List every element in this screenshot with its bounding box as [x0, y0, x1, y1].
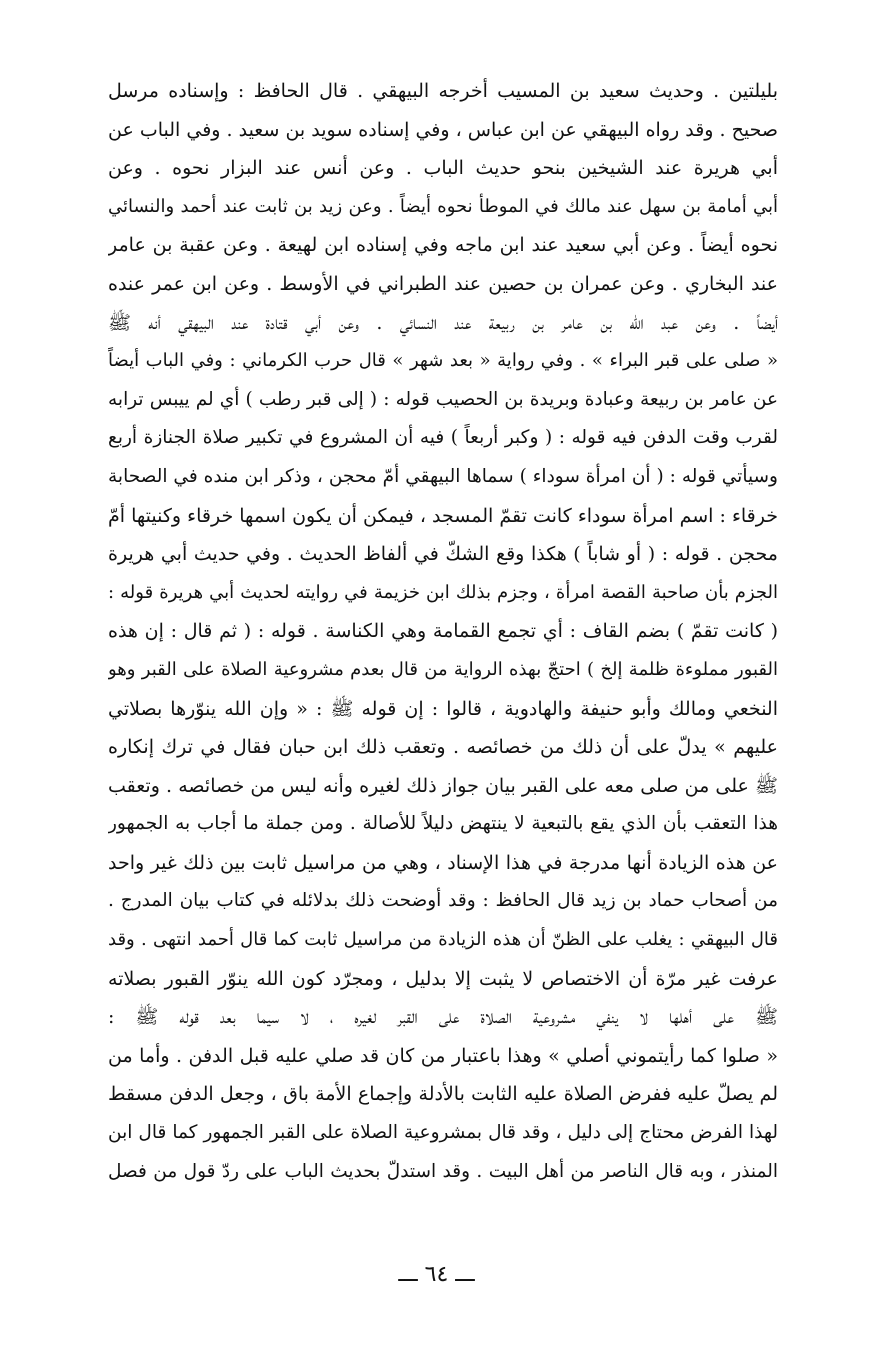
- text-line: النخعي ومالك وأبو حنيفة والهادوية ، قالوا : إن قوله ﷺ : « وإن الله ينوّرها بصلاتي: [108, 697, 778, 720]
- text-line: خرقاء : اسم امرأة سوداء كانت تقمّ المسجد ، فيمكن أن يكون اسمها خرقاء وكنيتها أمّ: [108, 504, 778, 527]
- text-line: الجزم بأن صاحبة القصة امرأة ، وجزم بذلك ابن خزيمة في روايته لحديث أبي هريرة قوله :: [108, 581, 778, 603]
- text-line: نحوه أيضاً . وعن أبي سعيد عند ابن ماجه وفي إسناده ابن لهيعة . وعن عقبة بن عامر: [108, 234, 778, 257]
- text-line: قال البيهقي : يغلب على الظنّ أن هذه الزيادة من مراسيل ثابت كما قال أحمد انتهى . وقد: [108, 929, 778, 951]
- text-line: أبي أمامة بن سهل عند مالك في الموطأ نحوه أيضاً . وعن زيد بن ثابت عند أحمد والنسائي: [108, 195, 778, 217]
- page-number: ـــ ٦٤ ـــ: [398, 1262, 475, 1287]
- text-line: القبور مملوءة ظلمة إلخ ) احتجّ بهذه الرواية من قال بعدم مشروعية الصلاة على القبر وهو: [108, 658, 778, 680]
- text-line: عن هذه الزيادة أنها مدرجة في هذا الإسناد ، وهي من مراسيل ثابت بين ذلك غير واحد: [108, 851, 778, 874]
- text-line: عرفت غير مرّة أن الاختصاص لا يثبت إلا بدليل ، ومجرّد كون الله ينوّر القبور بصلاته: [108, 967, 778, 990]
- text-line: عند البخاري . وعن عمران بن حصين عند الطبراني في الأوسط . وعن ابن عمر عنده: [108, 272, 778, 295]
- text-line: لقرب وقت الدفن فيه قوله : ( وكبر أربعاً ) فيه أن المشروع في تكبير صلاة الجنازة أربع: [108, 427, 778, 449]
- text-line: عن عامر بن ربيعة وعبادة وبريدة بن الحصيب قوله : ( إلى قبر رطب ) أي لم ييبس ترابه: [108, 388, 778, 410]
- text-line: ( كانت تقمّ ) بضم القاف : أي تجمع القمامة وهي الكناسة . قوله : ( ثم قال : إن هذه: [108, 620, 778, 643]
- text-line: « صلوا كما رأيتموني أصلي » وهذا باعتبار من كان قد صلي عليه قبل الدفن . وأما من: [108, 1044, 778, 1067]
- text-line: لهذا الفرض محتاج إلى دليل ، وقد قال بمشروعية الصلاة على القبر الجمهور كما قال ابن: [108, 1122, 778, 1144]
- text-line: هذا التعقب بأن الذي يقع بالتبعية لا ينتهض دليلاً للأصالة . ومن جملة ما أجاب به الجمهور: [108, 813, 778, 835]
- text-line: بليلتين . وحديث سعيد بن المسيب أخرجه البيهقي . قال الحافظ : وإسناده مرسل: [108, 80, 778, 102]
- text-line: من أصحاب حماد بن زيد قال الحافظ : وقد أوضحت ذلك بدلائله في كتاب بيان المدرج .: [108, 890, 778, 912]
- text-line: صحيح . وقد رواه البيهقي عن ابن عباس ، وفي إسناده سويد بن سعيد . وفي الباب عن: [108, 118, 778, 141]
- text-line: ﷺ على أهلها لا ينفي مشروعية الصلاة على القبر لغيره ، لا سيما بعد قوله ﷺ :: [108, 1006, 778, 1029]
- text-line: لم يصلّ عليه ففرض الصلاة عليه الثابت بالأدلة وإجماع الأمة باق ، وجعل الدفن مسقط: [108, 1083, 778, 1106]
- text-line: محجن . قوله : ( أو شاباً ) هكذا وقع الشكّ في ألفاظ الحديث . وفي حديث أبي هريرة: [108, 543, 778, 566]
- text-line: « صلى على قبر البراء » . وفي رواية « بعد شهر » قال حرب الكرماني : وفي الباب أيضاً: [108, 350, 778, 372]
- text-line: أيضاً . وعن عبد الله بن عامر بن ربيعة عند النسائي . وعن أبي قتادة عند البيهقي أنه ﷺ: [108, 311, 778, 334]
- body-text: [108, 72, 778, 1191]
- text-line: عليهم » يدلّ على أن ذلك من خصائصه . وتعقب ذلك ابن حبان فقال في ترك إنكاره: [108, 736, 778, 759]
- text-line: أبي هريرة عند الشيخين بنحو حديث الباب . وعن أنس عند البزار نحوه . وعن: [108, 157, 778, 180]
- text-line: المنذر ، وبه قال الناصر من أهل البيت . وقد استدلّ بحديث الباب على ردّ قول من فصل: [108, 1160, 778, 1182]
- text-line: وسيأتي قوله : ( أن امرأة سوداء ) سماها البيهقي أمّ محجن ، وذكر ابن منده في الصحابة: [108, 465, 778, 487]
- text-line: ﷺ على من صلى معه على القبر بيان جواز ذلك لغيره وأنه ليس من خصائصه . وتعقب: [108, 774, 778, 797]
